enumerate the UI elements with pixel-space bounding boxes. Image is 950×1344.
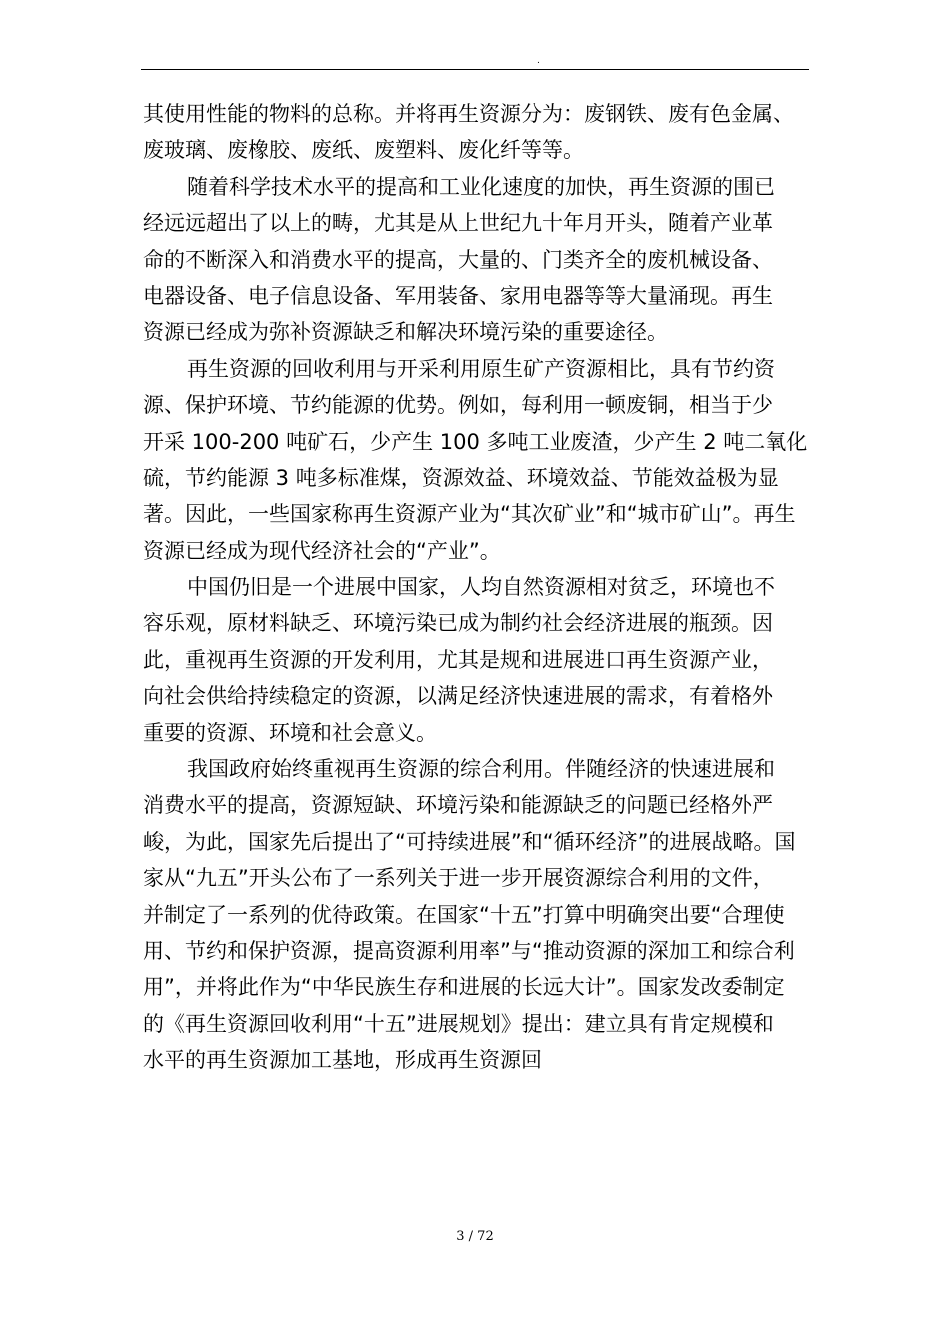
body-line: 水平的再生资源加工基地，形成再生资源回 [143, 1048, 542, 1073]
header-rule [141, 69, 809, 70]
body-line: 源、保护环境、节约能源的优势。例如，每利用一顿废铜，相当于少 [143, 393, 773, 418]
body-line: 容乐观，原材料缺乏、环境污染已成为制约社会经济进展的瓶颈。因 [143, 611, 773, 636]
body-line: 废玻璃、废橡胶、废纸、废塑料、废化纤等等。 [143, 138, 584, 163]
body-line: 经远远超出了以上的畴，尤其是从上世纪九十年月开头，随着产业革 [143, 211, 773, 236]
body-line: 向社会供给持续稳定的资源，以满足经济快速进展的需求，有着格外 [143, 684, 773, 709]
body-line: 命的不断深入和消费水平的提高，大量的、门类齐全的废机械设备、 [143, 247, 773, 272]
page-number: 3 / 72 [456, 1229, 494, 1244]
body-line: 硫，节约能源 3 吨多标准煤，资源效益、环境效益、节能效益极为显 [143, 465, 779, 490]
body-line: 的《再生资源回收利用“十五”进展规划》提出：建立具有肯定规模和 [143, 1011, 774, 1036]
body-line: 峻，为此，国家先后提出了“可持续进展”和“循环经济”的进展战略。国 [143, 829, 796, 854]
header-mark: . [537, 56, 540, 66]
body-line: 资源已经成为现代经济社会的“产业”。 [143, 538, 501, 563]
paragraph-first-line: 我国政府始终重视再生资源的综合利用。伴随经济的快速进展和 [187, 757, 775, 782]
body-line: 消费水平的提高，资源短缺、环境污染和能源缺乏的问题已经格外严 [143, 793, 773, 818]
body-line: 重要的资源、环境和社会意义。 [143, 720, 437, 745]
document-body [143, 96, 815, 1079]
body-line: 用”，并将此作为“中华民族生存和进展的长远大计”。国家发改委制定 [143, 975, 785, 1000]
body-line: 资源已经成为弥补资源缺乏和解决环境污染的重要途径。 [143, 320, 668, 345]
paragraph-first-line: 再生资源的回收利用与开采利用原生矿产资源相比，具有节约资 [187, 356, 775, 381]
body-line: 并制定了一系列的优待政策。在国家“十五”打算中明确突出要“合理使 [143, 902, 785, 927]
body-line: 著。因此，一些国家称再生资源产业为“其次矿业”和“城市矿山”。再生 [143, 502, 796, 527]
paragraph-first-line: 中国仍旧是一个进展中国家，人均自然资源相对贫乏，环境也不 [187, 575, 775, 600]
body-line: 电器设备、电子信息设备、军用装备、家用电器等等大量涌现。再生 [143, 283, 773, 308]
body-line: 其使用性能的物料的总称。并将再生资源分为：废钢铁、废有色金属、 [143, 102, 794, 126]
body-line: 此，重视再生资源的开发利用，尤其是规和进展进口再生资源产业， [143, 647, 773, 672]
body-line: 用、节约和保护资源，提高资源利用率”与“推动资源的深加工和综合利 [143, 938, 795, 963]
body-line: 开采 100-200 吨矿石，少产生 100 多吨工业废渣，少产生 2 吨二氧化 [143, 429, 808, 454]
paragraph-first-line: 随着科学技术水平的提高和工业化速度的加快，再生资源的围已 [187, 174, 775, 199]
body-line: 家从“九五”开头公布了一系列关于进一步开展资源综合利用的文件， [143, 866, 774, 891]
